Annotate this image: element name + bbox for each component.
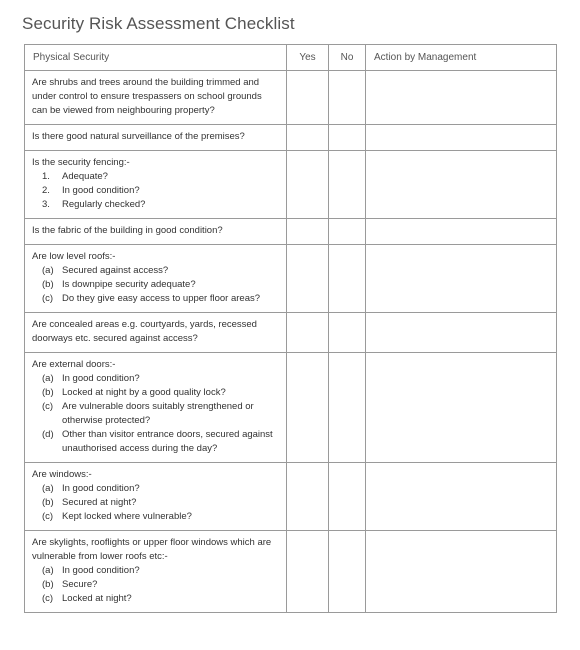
header-no: No [329, 45, 366, 71]
sub-item [42, 278, 279, 292]
question-text: Are concealed areas e.g. courtyards, yards, recessed doorways etc. secured against access? [32, 319, 257, 344]
action-cell[interactable] [366, 151, 557, 219]
header-yes: Yes [287, 45, 329, 71]
table-row [25, 151, 557, 219]
yes-cell[interactable] [287, 71, 329, 125]
yes-cell[interactable] [287, 151, 329, 219]
table-row [25, 531, 557, 613]
sub-item-marker: (c) [42, 401, 54, 412]
sub-item [42, 400, 279, 428]
no-cell[interactable] [329, 71, 366, 125]
action-cell[interactable] [366, 353, 557, 463]
header-item: Physical Security [25, 45, 287, 71]
sub-item-marker: (a) [42, 483, 54, 494]
sub-item-marker: 1. [42, 171, 50, 182]
question-text: Are windows:- [32, 469, 92, 480]
no-cell[interactable] [329, 219, 366, 245]
sub-item [42, 510, 279, 524]
action-cell[interactable] [366, 313, 557, 353]
sub-item-marker: (c) [42, 511, 54, 522]
yes-cell[interactable] [287, 219, 329, 245]
sub-item-text: In good condition? [62, 373, 140, 384]
yes-cell[interactable] [287, 463, 329, 531]
question-text: Are shrubs and trees around the building trimmed and under control to ensure trespassers on school grounds can be viewed from neighbouring property? [32, 77, 262, 116]
sub-item-marker: (d) [42, 429, 54, 440]
yes-cell[interactable] [287, 531, 329, 613]
sub-item-marker: (c) [42, 593, 54, 604]
yes-cell[interactable] [287, 125, 329, 151]
sub-item-marker: (a) [42, 565, 54, 576]
sub-item [42, 372, 279, 386]
question-cell [25, 71, 287, 125]
question-cell [25, 151, 287, 219]
header-action: Action by Management [366, 45, 557, 71]
sub-item-marker: (b) [42, 497, 54, 508]
action-cell[interactable] [366, 463, 557, 531]
sub-item-text: Secure? [62, 579, 98, 590]
sub-item [42, 592, 279, 606]
sub-item-marker: (c) [42, 293, 54, 304]
sub-item-marker: 3. [42, 199, 50, 210]
sub-item [42, 428, 279, 456]
sub-item-text: Secured at night? [62, 497, 137, 508]
sub-item [42, 170, 279, 184]
question-cell [25, 219, 287, 245]
sub-item [42, 578, 279, 592]
sub-item [42, 496, 279, 510]
yes-cell[interactable] [287, 245, 329, 313]
no-cell[interactable] [329, 313, 366, 353]
sub-item-marker: 2. [42, 185, 50, 196]
sub-item-text: Kept locked where vulnerable? [62, 511, 192, 522]
action-cell[interactable] [366, 71, 557, 125]
question-cell [25, 353, 287, 463]
sub-item-text: Are vulnerable doors suitably strengthened or otherwise protected? [62, 401, 254, 426]
no-cell[interactable] [329, 531, 366, 613]
sub-item-text: Do they give easy access to upper floor areas? [62, 293, 261, 304]
sub-item-marker: (a) [42, 373, 54, 384]
no-cell[interactable] [329, 151, 366, 219]
yes-cell[interactable] [287, 313, 329, 353]
page-title: Security Risk Assessment Checklist [22, 14, 295, 33]
sub-item-text: Regularly checked? [62, 199, 146, 210]
sub-item-marker: (b) [42, 279, 54, 290]
sub-item [42, 482, 279, 496]
table-row [25, 71, 557, 125]
question-cell [25, 125, 287, 151]
sub-item-text: Other than visitor entrance doors, secured against unauthorised access during the day? [62, 429, 273, 454]
sub-item-text: In good condition? [62, 185, 140, 196]
table-row [25, 353, 557, 463]
sub-item [42, 292, 279, 306]
question-text: Are low level roofs:- [32, 251, 116, 262]
sub-item [42, 264, 279, 278]
sub-item [42, 184, 279, 198]
question-cell [25, 245, 287, 313]
sub-item-text: Is downpipe security adequate? [62, 279, 196, 290]
question-text: Is there good natural surveillance of the premises? [32, 131, 245, 142]
sub-item [42, 386, 279, 400]
header-row [25, 45, 557, 71]
table-row [25, 125, 557, 151]
action-cell[interactable] [366, 219, 557, 245]
table-row [25, 463, 557, 531]
table-row [25, 245, 557, 313]
question-cell [25, 463, 287, 531]
table-row [25, 313, 557, 353]
sub-item-text: Adequate? [62, 171, 108, 182]
no-cell[interactable] [329, 353, 366, 463]
sub-item-text: In good condition? [62, 483, 140, 494]
sub-item [42, 198, 279, 212]
table-row [25, 219, 557, 245]
question-cell [25, 313, 287, 353]
question-text: Is the fabric of the building in good condition? [32, 225, 223, 236]
no-cell[interactable] [329, 245, 366, 313]
sub-item-text: Locked at night by a good quality lock? [62, 387, 226, 398]
action-cell[interactable] [366, 125, 557, 151]
sub-item-text: Secured against access? [62, 265, 169, 276]
sub-item-marker: (b) [42, 387, 54, 398]
sub-item-text: In good condition? [62, 565, 140, 576]
yes-cell[interactable] [287, 353, 329, 463]
sub-item [42, 564, 279, 578]
no-cell[interactable] [329, 463, 366, 531]
no-cell[interactable] [329, 125, 366, 151]
sub-item-text: Locked at night? [62, 593, 132, 604]
sub-item-marker: (a) [42, 265, 54, 276]
action-cell[interactable] [366, 245, 557, 313]
question-text: Is the security fencing:- [32, 157, 130, 168]
question-text: Are skylights, rooflights or upper floor windows which are vulnerable from lower roofs etc:- [32, 537, 272, 562]
checklist-table [24, 44, 557, 613]
question-cell [25, 531, 287, 613]
action-cell[interactable] [366, 531, 557, 613]
sub-item-marker: (b) [42, 579, 54, 590]
question-text: Are external doors:- [32, 359, 116, 370]
